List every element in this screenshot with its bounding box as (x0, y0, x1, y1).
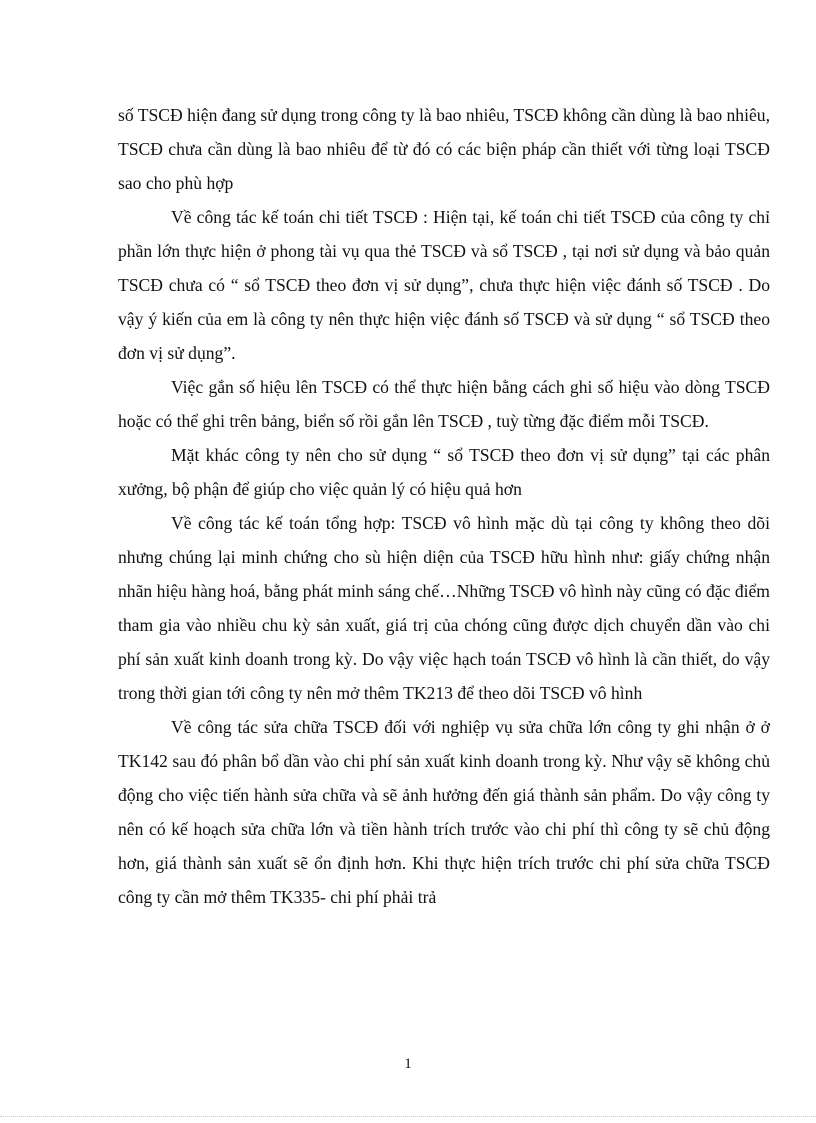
paragraph-unit-ledger: Mặt khác công ty nên cho sử dụng “ sổ TSCĐ theo đơn vị sử dụng” tại các phân xưởng, bộ phận để giúp cho việc quản lý có hiệu quả hơn (118, 445, 770, 499)
page-bottom-border (0, 1116, 816, 1117)
paragraph-continuation: số TSCĐ hiện đang sử dụng trong công ty là bao nhiêu, TSCĐ không cần dùng là bao nhiêu, TSCĐ chưa cần dùng là bao nhiêu để từ đó có các biện pháp cần thiết với từng loại TSCĐ sao cho phù hợp (118, 105, 770, 193)
paragraph-detail-accounting: Về công tác kế toán chi tiết TSCĐ : Hiện tại, kế toán chi tiết TSCĐ của công ty chỉ phần lớn thực hiện ở phong tài vụ qua thẻ TSCĐ và sổ TSCĐ , tại nơi sử dụng và bảo quản TSCĐ chưa có “ sổ TSCĐ theo đơn vị sử dụng”, chưa thực hiện việc đánh số TSCĐ . Do vậy ý kiến của em là công ty nên thực hiện việc đánh số TSCĐ và sử dụng “ sổ TSCĐ theo đơn vị sử dụng”. (118, 207, 770, 363)
paragraph-asset-numbering: Việc gắn số hiệu lên TSCĐ có thể thực hiện bằng cách ghi số hiệu vào dòng TSCĐ hoặc có thể ghi trên bảng, biển số rồi gắn lên TSCĐ , tuỳ từng đặc điểm mỗi TSCĐ. (118, 377, 770, 431)
paragraph-repair-work: Về công tác sửa chữa TSCĐ đối với nghiệp vụ sửa chữa lớn công ty ghi nhận ở ở TK142 sau đó phân bổ dần vào chi phí sản xuất kinh doanh trong kỳ. Như vậy sẽ không chủ động cho việc tiến hành sửa chữa và sẽ ảnh hưởng đến giá thành sản phẩm. Do vậy công ty nên có kế hoạch sửa chữa lớn và tiền hành trích trước vào chi phí thì công ty sẽ chủ động hơn, giá thành sản xuất sẽ ổn định hơn. Khi thực hiện trích trước chi phí sửa chữa TSCĐ công ty cần mở thêm TK335- chi phí phải trả (118, 717, 770, 907)
body-text (118, 98, 770, 914)
paragraph-general-accounting: Về công tác kế toán tổng hợp: TSCĐ vô hình mặc dù tại công ty không theo dõi nhưng chúng lại minh chứng cho sù hiện diện của TSCĐ hữu hình như: giấy chứng nhận nhãn hiệu hàng hoá, bằng phát minh sáng chế…Những TSCĐ vô hình này cũng có đặc điểm tham gia vào nhiều chu kỳ sản xuất, giá trị của chóng cũng được dịch chuyển dần vào chi phí sản xuất kinh doanh trong kỳ. Do vậy việc hạch toán TSCĐ vô hình là cần thiết, do vậy trong thời gian tới công ty nên mở thêm TK213 để theo dõi TSCĐ vô hình (118, 513, 770, 703)
page-number: 1 (404, 1056, 412, 1072)
